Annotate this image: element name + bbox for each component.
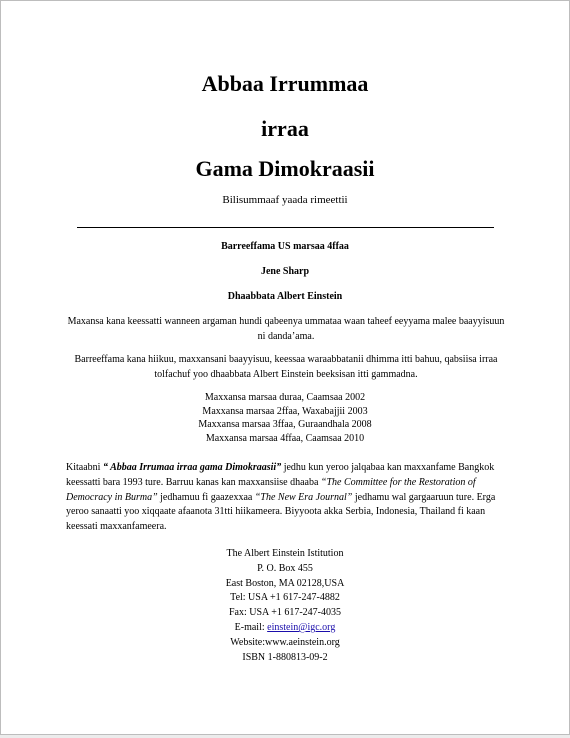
body-text-mid: jedhu kun yeroo jalqabaa kan maxxanfame Bangkok keessatti bara 1993 ture. Barruu kanas kan maxxansiise dhaaba [66,462,495,488]
address-block [1,547,569,665]
intro-line: Dhaabbata Albert Einstein [227,291,343,302]
email-link[interactable]: einstein@igc.org [267,621,336,633]
copyright-paragraph: Maxansa kana keessatti wanneen argaman hundi qabeenya ummataa waan taheef eeyyama malee baayyisuun ni danda’ama. [67,316,505,342]
body-text-start: Kitaabni [66,462,103,473]
title-line-2: irraa [261,116,309,141]
history-paragraph [66,461,516,535]
subtitle: Bilisummaaf yaada rimeettii [222,194,348,206]
journal-name: “The New Era Journal” [254,491,353,503]
edition-item: Maxxansa marsaa 4ffaa, Caamsaa 2010 [205,432,365,444]
po-box: P. O. Box 455 [257,562,313,574]
org-name: The Albert Einstein Istitution [226,548,344,559]
city-line: East Boston, MA 02128,USA [225,577,345,589]
book-title: “ Abbaa Irrumaa irraa gama Dimokraasii” [102,462,282,473]
committee-name: “The Committee for the Restoration of Democracy in Burma” [66,476,476,503]
edition-item: Maxxansa marsaa duraa, Caamsaa 2002 [204,392,366,403]
email-label: E-mail: [234,621,268,633]
edition-item: Maxxansa marsaa 3ffaa, Guraandhala 2008 [198,419,372,430]
editions-list [1,391,569,445]
telephone: Tel: USA +1 617-247-4882 [230,592,340,604]
horizontal-rule [77,227,494,228]
edition-item: Maxxansa marsaa 2ffaa, Waxabajjii 2003 [202,405,368,417]
body-text-mid2: jedhamuu fi gaazexxaa [157,491,255,503]
author-name: Jene Sharp [260,266,310,277]
edition-line: Barreeffama US marsaa 4ffaa [221,241,349,252]
translation-paragraph: Barreeffama kana hiikuu, maxxansani baayyisuu, keessaa waraabbatanii dhimma itti bahuu, qabsiisa irraa tolfachuf yoo dhaabbata Albert Einstein beeksisan itti gammadna. [74,354,498,380]
fax: Fax: USA +1 617-247-4035 [228,607,342,619]
email-line [1,621,569,636]
title-line-3: Gama Dimokraasii [195,156,375,181]
isbn: ISBN 1-880813-09-2 [242,651,328,663]
body-text-end: jedhamu wal gargaaruun ture. Erga yeroo sanaatti yoo xiqqaate afaanota 31tti hiikameera. Biyyoota akka Serbia, Indonesia, Thailand fi kaan keessati maxxanfameera. [66,491,496,533]
title-line-1: Abbaa Irrummaa [201,71,369,96]
website: Website:www.aeinstein.org [230,636,340,648]
